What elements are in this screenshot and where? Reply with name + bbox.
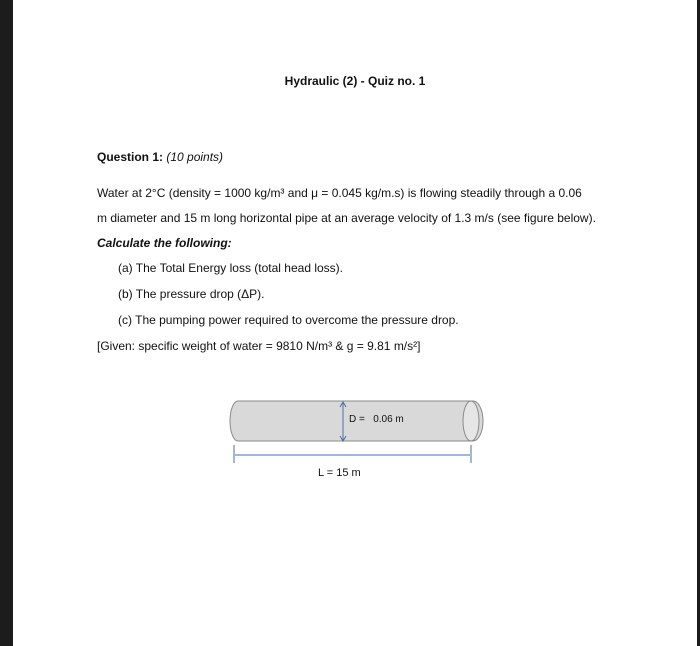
document-page bbox=[13, 0, 697, 646]
body-line-2: m diameter and 15 m long horizontal pipe at an average velocity of 1.3 m/s (see figure below). bbox=[97, 211, 596, 225]
item-b: (b) The pressure drop (ΔP). bbox=[118, 287, 265, 301]
calculate-heading: Calculate the following: bbox=[97, 236, 232, 250]
given-line: [Given: specific weight of water = 9810 N/m³ & g = 9.81 m/s²] bbox=[97, 339, 421, 353]
diameter-label: D = 0.06 m bbox=[349, 414, 404, 425]
item-a: (a) The Total Energy loss (total head loss). bbox=[118, 261, 343, 275]
item-c: (c) The pumping power required to overcome the pressure drop. bbox=[118, 313, 459, 327]
page-title: Hydraulic (2) - Quiz no. 1 bbox=[284, 74, 426, 88]
question-points: (10 points) bbox=[166, 150, 224, 164]
pipe-end bbox=[463, 401, 479, 441]
body-line-1: Water at 2°C (density = 1000 kg/m³ and μ = 0.045 kg/m.s) is flowing steadily through a 0.06 bbox=[97, 186, 582, 200]
pipe-figure bbox=[13, 0, 697, 646]
question-label: Question 1: bbox=[97, 150, 164, 164]
length-label: L = 15 m bbox=[318, 467, 361, 479]
